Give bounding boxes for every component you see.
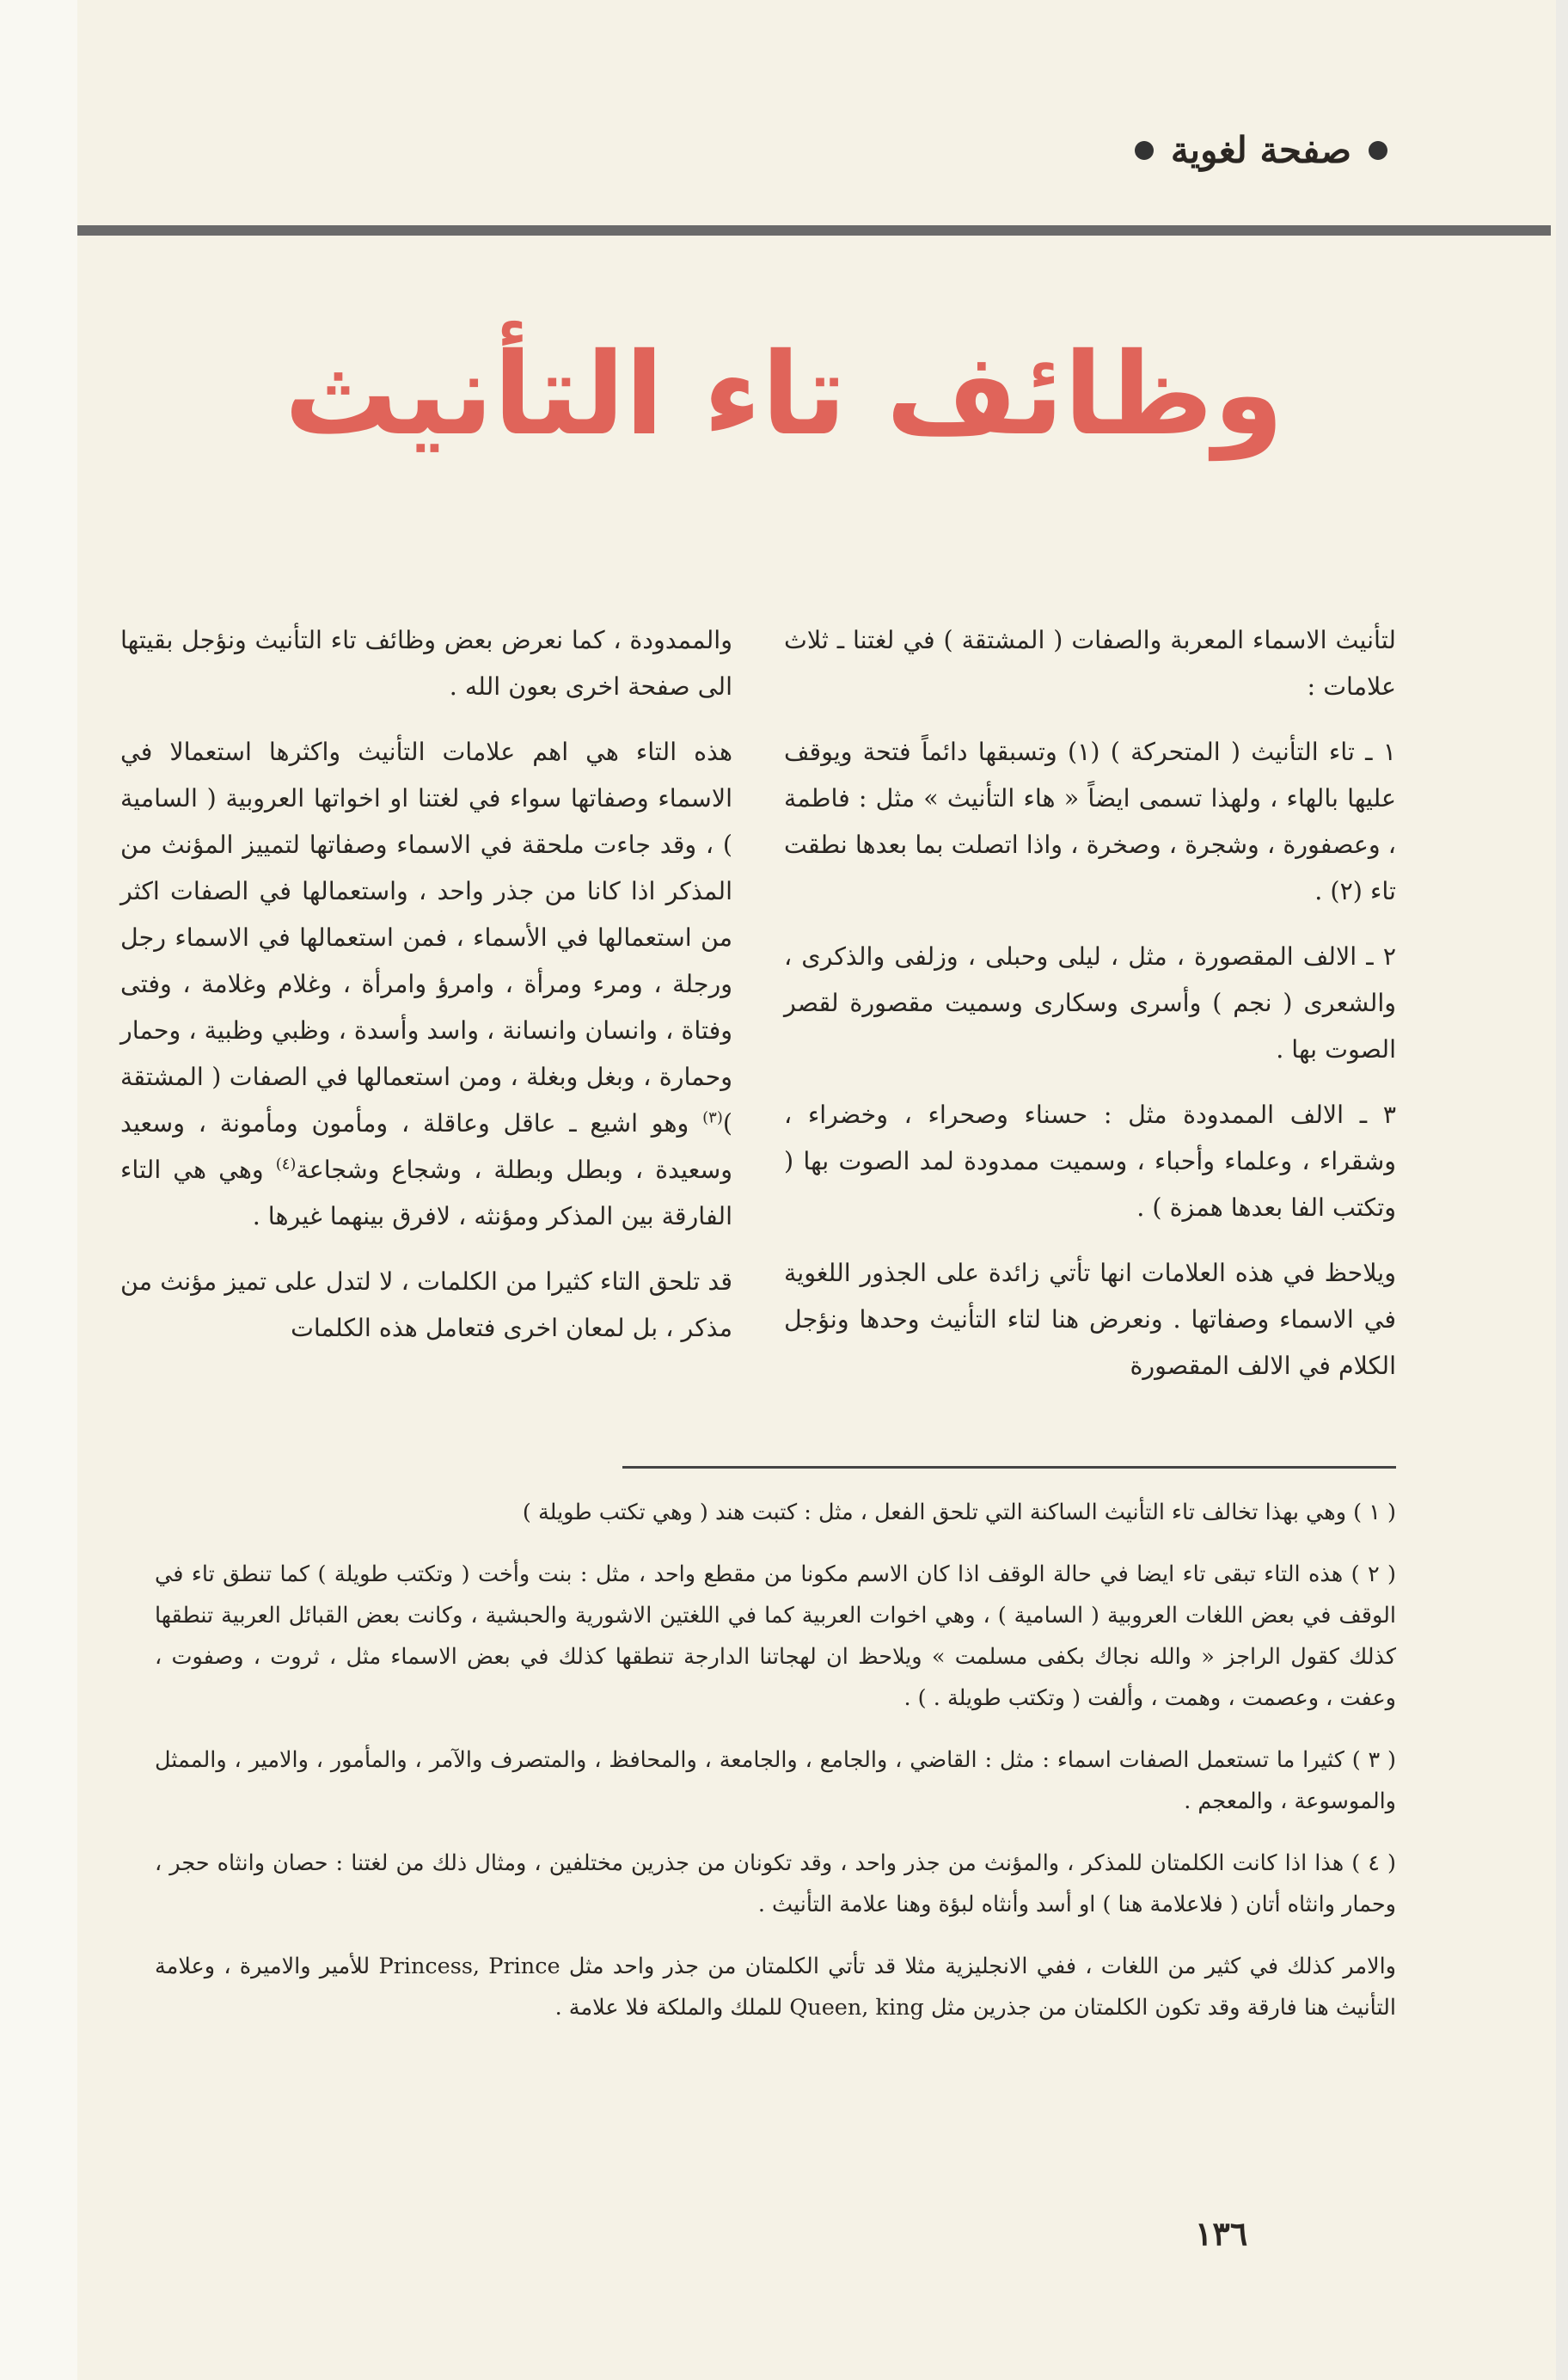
paragraph-note: ويلاحظ في هذه العلامات انها تأتي زائدة على الجذور اللغوية في الاسماء وصفاتها . ونعرض هنا لتاء التأنيث وحدها ونؤجل الكلام في الالف المقصورة bbox=[784, 1259, 1396, 1380]
footnote-5-latin-1: Princess, Prince bbox=[378, 1954, 560, 1979]
article-title: وظائف تاء التأنيث bbox=[284, 328, 1284, 461]
paragraph-2 bbox=[120, 729, 732, 1240]
right-column bbox=[784, 617, 1396, 1426]
footnote-3: ( ٣ ) كثيرا ما تستعمل الصفات اسماء : مثل : القاضي ، والجامع ، والجامعة ، والمحافظ ، والمتصرف والآمر ، والمأمور ، والامير ، والممثل والموسوعة ، والمعجم . bbox=[155, 1747, 1396, 1814]
paragraph-item-3: ٣ ـ الالف الممدودة مثل : حسناء وصحراء ، وخضراء ، وشقراء ، وعلماء وأحباء ، وسميت ممدودة لمد الصوت بها ( وتكتب الفا بعدها همزة ) . bbox=[784, 1101, 1396, 1222]
page-number: ١٣٦ bbox=[1195, 2214, 1248, 2253]
section-header bbox=[1135, 129, 1387, 171]
footnote-rule bbox=[622, 1466, 1396, 1469]
paragraph-2-part-a: هذه التاء هي اهم علامات التأنيث واكثرها استعمالا في الاسماء وصفاتها سواء في لغتنا او اخواتها العروبية ( السامية ) ، وقد جاءت ملحقة في الاسماء وصفاتها لتمييز المؤنث من المذكر اذا كانا من جذر واحد ، واستعمالها في الصفات اكثر من استعمالها في الأسماء ، فمن استعمالها في الاسماء رجل ورجلة ، ومرء ومرأة ، وامرؤ وامرأة ، وغلام وغلامة ، وفتى وفتاة ، وانسان وانسانة ، واسد وأسدة ، وظبي وظبية ، وحمار وحمارة ، وبغل وبغلة ، ومن استعمالها في الصفات ( المشتقة ) bbox=[120, 738, 732, 1138]
paragraph-2-part-b: وهو اشيع ـ عاقل وعاقلة ، ومأمون ومأمونة ، وسعيد وسعيدة ، وبطل وبطلة ، وشجاع وشجاعة bbox=[120, 1109, 733, 1184]
footnote-5-part-a: والامر كذلك في كثير من اللغات ، ففي الانجليزية مثلا قد تأتي الكلمتان من جذر واحد مثل bbox=[560, 1954, 1396, 1979]
paragraph-2-part-c: وهي هي التاء الفارقة بين المذكر ومؤنثه ، لافرق بينهما غيرها . bbox=[120, 1156, 732, 1230]
footnote-5-part-c: للملك والملكة فلا علامة . bbox=[554, 1995, 790, 2021]
footnote-ref-4: (٤) bbox=[275, 1155, 297, 1174]
header-rule bbox=[77, 225, 1551, 236]
section-label: صفحة لغوية bbox=[1170, 129, 1351, 171]
footnotes bbox=[155, 1492, 1396, 2049]
paragraph-item-1: ١ ـ تاء التأنيث ( المتحركة ) (١) وتسبقها دائماً فتحة ويوقف عليها بالهاء ، ولهذا تسمى ايضاً « هاء التأنيث » مثل : فاطمة ، وعصفورة ، وشجرة ، وصخرة ، واذا اتصلت بما بعدها نطقت تاء (٢) . bbox=[784, 738, 1396, 905]
footnote-5-latin-2: Queen, king bbox=[789, 1995, 924, 2021]
left-column bbox=[120, 617, 732, 1426]
paragraph-item-2: ٢ ـ الالف المقصورة ، مثل ، ليلى وحبلى ، وزلفى والذكرى ، والشعرى ( نجم ) وأسرى وسكارى وسميت مقصورة لقصر الصوت بها . bbox=[784, 942, 1396, 1064]
footnote-5 bbox=[155, 1946, 1396, 2028]
footnote-4: ( ٤ ) هذا اذا كانت الكلمتان للمذكر ، والمؤنث من جذر واحد ، وقد تكونان من جذرين مختلفين ، ومثال ذلك من لغتنا : حصان وانثاه حجر ، وحمار وانثاه أتان ( فلاعلامة هنا ) او أسد وأنثاه لبؤة وهنا علامة التأنيث . bbox=[155, 1850, 1396, 1917]
paragraph-3: قد تلحق التاء كثيرا من الكلمات ، لا لتدل على تميز مؤنث من مذكر ، بل لمعان اخرى فتعامل هذه الكلمات bbox=[120, 1267, 732, 1342]
bullet-icon bbox=[1369, 141, 1387, 160]
footnote-ref-3: (٣) bbox=[702, 1108, 723, 1127]
footnote-2: ( ٢ ) هذه التاء تبقى تاء ايضا في حالة الوقف اذا كان الاسم مكونا من مقطع واحد ، مثل : بنت وأخت ( وتكتب طويلة ) كما تنطق تاء في الوقف في بعض اللغات العروبية ( السامية ) ، وهي اخوات العربية كما في اللغتين الاشورية والحبشية ، وكانت بعض القبائل العربية تنطقها كذلك كقول الراجز « والله نجاك بكفى مسلمت » ويلاحظ ان لهجاتنا الدارجة تنطقها كذلك في بعض الاسماء مثل ، ثروت ، وصفوت ، وعفت ، وعصمت ، وهمت ، وألفت ( وتكتب طويلة . ) . bbox=[155, 1561, 1396, 1711]
article-body bbox=[120, 617, 1396, 1426]
paragraph-1: والممدودة ، كما نعرض بعض وظائف تاء التأنيث ونؤجل بقيتها الى صفحة اخرى بعون الله . bbox=[120, 626, 732, 701]
paragraph-intro: لتأنيث الاسماء المعربة والصفات ( المشتقة ) في لغتنا ـ ثلاث علامات : bbox=[784, 626, 1396, 701]
footnote-1: ( ١ ) وهي بهذا تخالف تاء التأنيث الساكنة التي تلحق الفعل ، مثل : كتبت هند ( وهي تكتب طويلة ) bbox=[522, 1500, 1396, 1525]
footnote-5-part-b: للأمير والاميرة ، وعلامة التأنيث هنا فارقة وقد تكون الكلمتان من جذرين مثل bbox=[155, 1954, 1396, 2021]
bullet-icon bbox=[1135, 141, 1154, 160]
